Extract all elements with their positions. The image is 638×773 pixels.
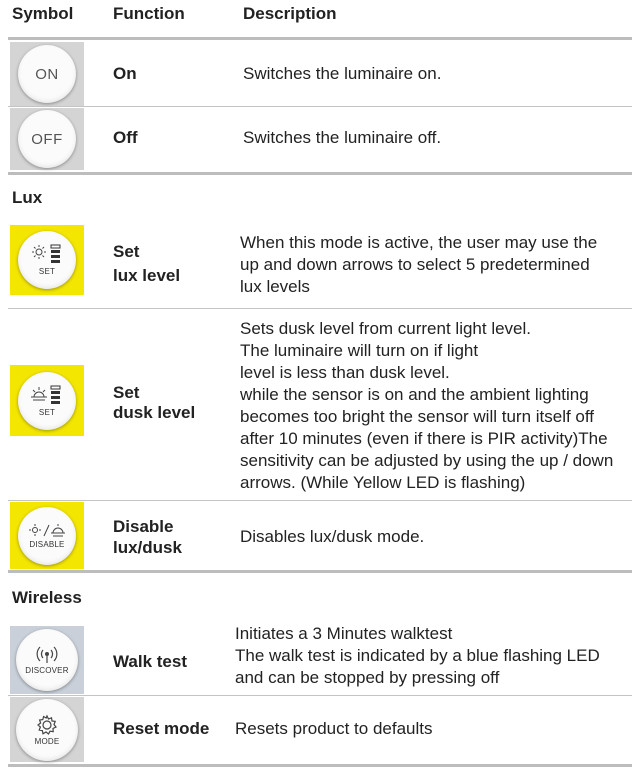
function-set-lux-line2: lux level: [113, 266, 181, 285]
description-on: Switches the luminaire on.: [243, 64, 442, 83]
wireless-signal-icon: [34, 645, 60, 665]
column-header-symbol: Symbol: [12, 4, 74, 23]
description-set-dusk: [240, 318, 613, 494]
function-set-dusk-line2: dusk level: [113, 403, 196, 422]
description-line: Initiates a 3 Minutes walktest: [235, 624, 453, 643]
function-off: Off: [113, 128, 138, 147]
on-symbol-cell: [10, 42, 84, 106]
walk-test-symbol-cell: [10, 626, 84, 694]
description-walk-test: [235, 623, 600, 689]
description-line: Sets dusk level from current light level.: [240, 319, 532, 338]
sun-icon: [32, 245, 46, 259]
off-symbol-cell: [10, 108, 84, 170]
table-bottom-rule: [8, 764, 632, 767]
function-on: On: [113, 64, 137, 83]
description-line: sensitivity can be adjusted by using the up / down: [240, 451, 614, 470]
description-line: arrows. (While Yellow LED is flashing): [240, 473, 526, 492]
set-dusk-button-icon: [18, 372, 76, 430]
dusk-icon: [51, 524, 65, 536]
description-line: up and down arrows to select 5 predetermined: [240, 255, 590, 274]
section-title-lux: Lux: [12, 188, 43, 207]
disable-button-label: DISABLE: [29, 539, 65, 549]
description-off: Switches the luminaire off.: [243, 128, 442, 147]
section-title-wireless: Wireless: [12, 588, 82, 607]
row-divider: [8, 308, 632, 309]
set-dusk-symbol-cell: [10, 365, 84, 436]
disable-symbol-cell: [10, 502, 84, 569]
reset-mode-symbol-cell: [10, 697, 84, 762]
row-divider: [8, 500, 632, 501]
set-lux-symbol-cell: [10, 225, 84, 295]
description-line: The walk test is indicated by a blue flashing LED: [235, 646, 600, 665]
dusk-icon: [31, 387, 47, 400]
function-walk-test: Walk test: [113, 652, 188, 671]
description-line: and can be stopped by pressing off: [235, 668, 500, 687]
column-header-description: Description: [243, 4, 337, 23]
header-rule: [8, 37, 632, 40]
disable-button-icon: [18, 507, 76, 565]
function-disable-line2: lux/dusk: [113, 538, 182, 557]
discover-button-icon: [16, 629, 78, 691]
description-line: becomes too bright the sensor will turn itself off: [240, 407, 595, 426]
set-lux-button-label: SET: [38, 267, 56, 276]
on-button-icon: [18, 45, 76, 103]
gear-icon: [36, 714, 58, 736]
description-line: lux levels: [240, 277, 310, 296]
set-dusk-button-label: SET: [38, 407, 56, 417]
level-bars-icon: [51, 245, 60, 263]
function-set-dusk-line1: Set: [113, 383, 140, 402]
column-header-function: Function: [113, 4, 185, 23]
sun-icon: [29, 524, 41, 536]
description-reset-mode: Resets product to defaults: [235, 719, 433, 738]
row-divider: [8, 106, 632, 107]
description-line: level is less than dusk level.: [240, 363, 450, 382]
section-rule: [8, 570, 632, 573]
description-line: while the sensor is on and the ambient lighting: [240, 385, 589, 404]
description-line: The luminaire will turn on if light: [240, 341, 479, 360]
off-button-icon: [18, 110, 76, 168]
mode-button-label: MODE: [34, 736, 60, 746]
function-reset-mode: Reset mode: [113, 719, 210, 738]
set-lux-button-icon: [18, 231, 76, 289]
level-bars-icon: [51, 386, 60, 404]
function-set-lux-line1: Set: [113, 242, 140, 261]
description-set-lux: [240, 232, 597, 298]
off-button-label: OFF: [31, 130, 63, 148]
discover-button-label: DISCOVER: [25, 666, 69, 675]
section-rule: [8, 172, 632, 175]
mode-button-icon: [16, 699, 78, 761]
description-line: When this mode is active, the user may use the: [240, 233, 598, 252]
on-button-label: ON: [35, 65, 59, 83]
description-line: after 10 minutes (even if there is PIR activity)The: [240, 429, 608, 448]
description-disable: Disables lux/dusk mode.: [240, 527, 425, 546]
row-divider: [8, 695, 632, 696]
function-disable-line1: Disable: [113, 517, 174, 536]
